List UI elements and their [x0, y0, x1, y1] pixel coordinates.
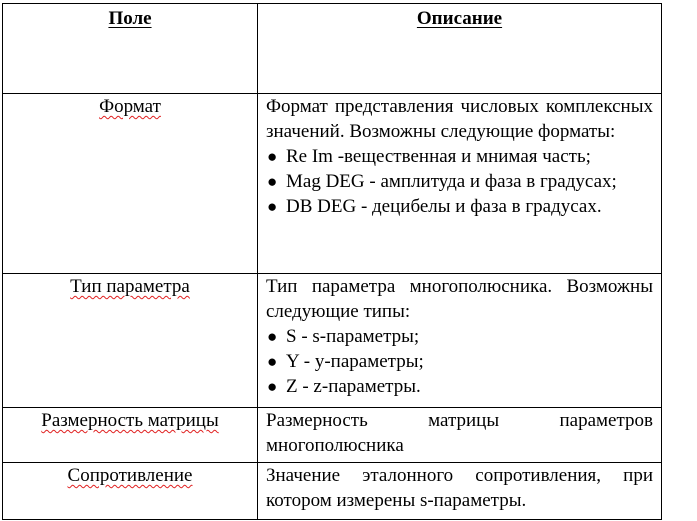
field-name: Сопротивление: [67, 465, 193, 486]
bullet-list: [266, 324, 653, 399]
table-row: [3, 408, 662, 463]
field-name: Тип параметра: [70, 276, 190, 297]
table-row: [3, 463, 662, 520]
description-table: [2, 3, 662, 520]
bullet-dot-icon: ●: [267, 352, 278, 371]
field-cell: [3, 274, 258, 408]
bullet-text: Re Im -вещественная и мнимая часть;: [286, 146, 591, 167]
header-description: [258, 4, 662, 94]
table-row: [3, 94, 662, 274]
bullet-text: DB DEG - децибелы и фаза в градусах.: [286, 196, 602, 217]
bullet-list: [266, 144, 653, 219]
bullet-item: [266, 194, 653, 219]
header-field-label: Поле: [108, 8, 152, 29]
bullet-item: [266, 349, 653, 374]
table-row: [3, 274, 662, 408]
bullet-item: [266, 169, 653, 194]
description-text: Формат представления числовых комплексных значений. Возможны следующие форматы:: [266, 96, 653, 142]
bullet-dot-icon: ●: [267, 197, 278, 216]
bullet-text: Z - z-параметры.: [286, 376, 421, 397]
field-cell: [3, 408, 258, 463]
field-cell: [3, 463, 258, 520]
field-name: Размерность матрицы: [41, 410, 219, 431]
bullet-text: Y - y-параметры;: [286, 351, 424, 372]
header-row: [3, 4, 662, 94]
bullet-text: Mag DEG - амплитуда и фаза в градусах;: [286, 171, 617, 192]
bullet-dot-icon: ●: [267, 327, 278, 346]
description-text: Размерность матрицы параметров многополюсника: [266, 410, 653, 456]
bullet-dot-icon: ●: [267, 147, 278, 166]
description-cell: [258, 463, 662, 520]
field-name: Формат: [99, 96, 161, 117]
description-cell: [258, 94, 662, 274]
description-text: Тип параметра многополюсника. Возможны следующие типы:: [266, 276, 653, 322]
bullet-text: S - s-параметры;: [286, 326, 420, 347]
description-cell: [258, 408, 662, 463]
bullet-item: [266, 374, 653, 399]
bullet-item: [266, 144, 653, 169]
header-field: [3, 4, 258, 94]
table-body: [3, 94, 662, 520]
description-cell: [258, 274, 662, 408]
bullet-item: [266, 324, 653, 349]
description-text: Значение эталонного сопротивления, при котором измерены s-параметры.: [266, 465, 653, 511]
bullet-dot-icon: ●: [267, 172, 278, 191]
bullet-dot-icon: ●: [267, 377, 278, 396]
header-description-label: Описание: [416, 8, 503, 29]
field-cell: [3, 94, 258, 274]
